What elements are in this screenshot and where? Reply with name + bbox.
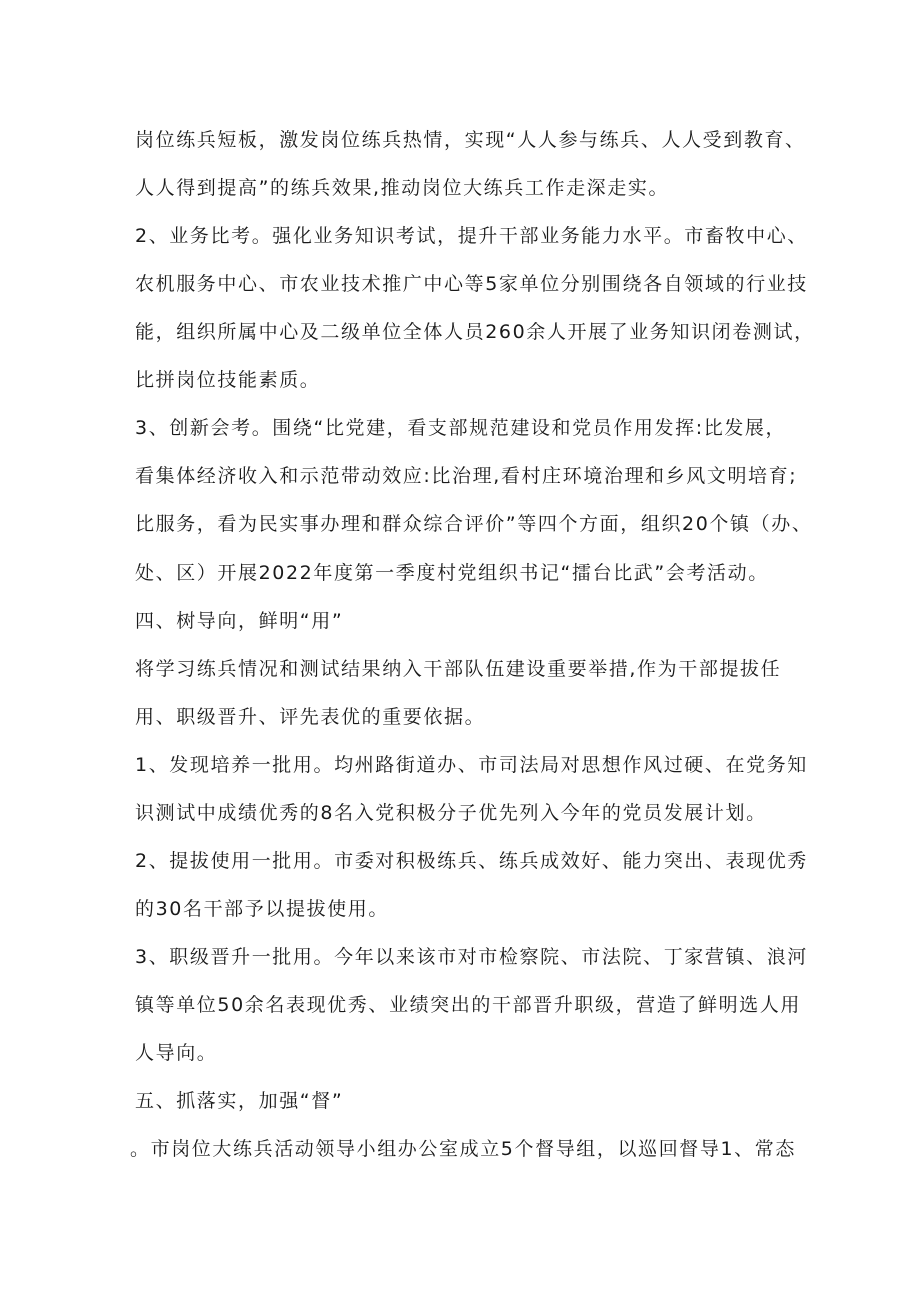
text-line-4: 农机服务中心、市农业技术推广中心等5家单位分别围绕各自领域的行业技 xyxy=(135,273,808,295)
text-line-12: 将学习练兵情况和测试结果纳入干部队伍建设重要举措,作为干部提拔任 xyxy=(135,658,782,680)
text-line-17: 的30名干部予以提拔使用。 xyxy=(135,898,389,920)
text-line-19: 镇等单位50余名表现优秀、业绩突出的干部晋升职级，营造了鲜明选人用 xyxy=(135,994,801,1016)
section-heading-5: 五、抓落实，加强“督” xyxy=(135,1090,344,1112)
text-line-8: 看集体经济收入和示范带动效应:比治理,看村庄环境治理和乡风文明培育; xyxy=(135,465,798,487)
text-line-5: 能，组织所属中心及二级单位全体人员260余人开展了业务知识闭卷测试， xyxy=(135,321,815,343)
text-line-7: 3、创新会考。围绕“比党建，看支部规范建设和党员作用发挥:比发展， xyxy=(135,417,787,439)
text-line-2: 人人得到提高”的练兵效果,推动岗位大练兵工作走深走实。 xyxy=(135,177,670,199)
section-heading-4: 四、树导向，鲜明“用” xyxy=(135,610,344,632)
text-line-18: 3、职级晋升一批用。今年以来该市对市检察院、市法院、丁家营镇、浪河 xyxy=(135,946,808,968)
text-line-1: 岗位练兵短板，激发岗位练兵热情，实现“人人参与练兵、人人受到教育、 xyxy=(135,129,806,151)
text-line-6: 比拼岗位技能素质。 xyxy=(135,369,321,391)
text-line-16: 2、提拔使用一批用。市委对积极练兵、练兵成效好、能力突出、表现优秀 xyxy=(135,850,808,872)
text-line-20: 人导向。 xyxy=(135,1042,218,1064)
text-line-10: 处、区）开展2022年度第一季度村党组织书记“擂台比武”会考活动。 xyxy=(135,562,769,584)
text-line-9: 比服务，看为民实事办理和群众综合评价”等四个方面，组织20个镇（办、 xyxy=(135,513,813,535)
text-line-14: 1、发现培养一批用。均州路街道办、市司法局对思想作风过硬、在党务知 xyxy=(135,754,808,776)
text-line-22: 。市岗位大练兵活动领导小组办公室成立5个督导组，以巡回督导1、常态 xyxy=(130,1138,796,1160)
text-line-13: 用、职级晋升、评先表优的重要依据。 xyxy=(135,706,486,728)
text-line-3: 2、业务比考。强化业务知识考试，提升干部业务能力水平。市畜牧中心、 xyxy=(135,225,808,247)
text-line-15: 识测试中成绩优秀的8名入党积极分子优先列入今年的党员发展计划。 xyxy=(135,802,767,824)
